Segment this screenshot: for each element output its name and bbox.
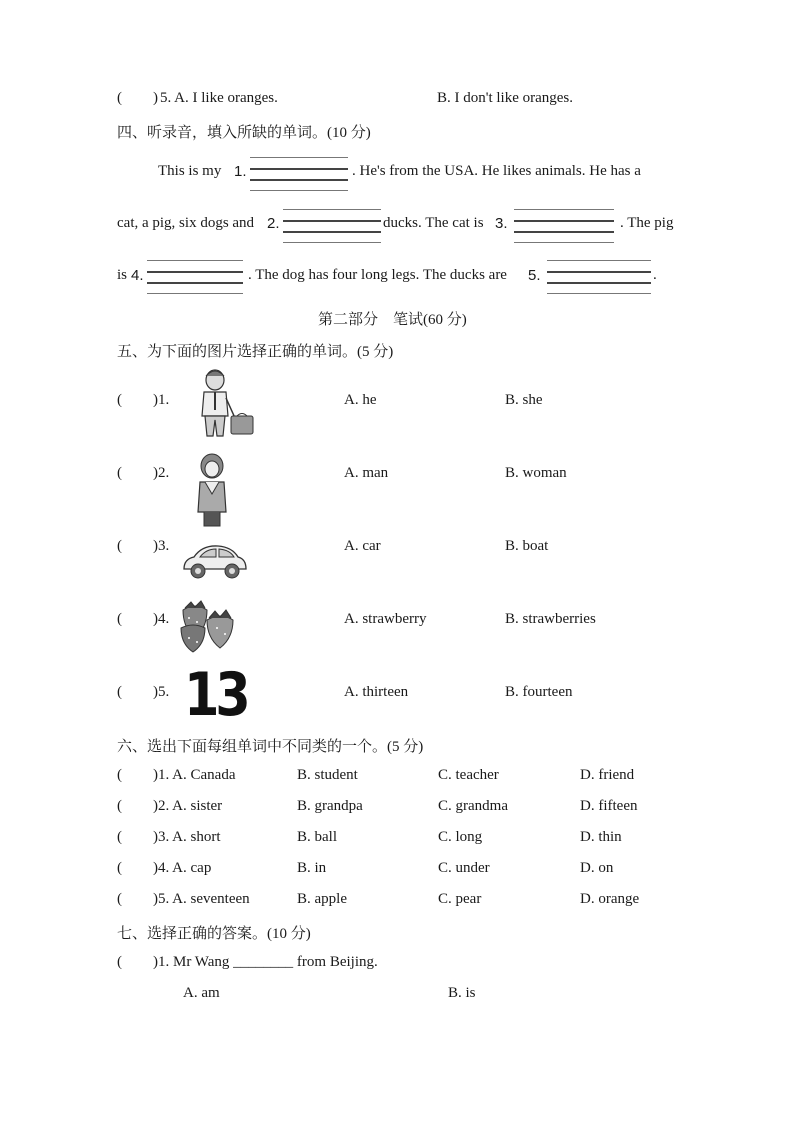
item-number: )5.	[153, 684, 170, 700]
option-d: D. orange	[580, 891, 640, 907]
passage-text: cat, a pig, six dogs and	[117, 215, 255, 231]
option-a: A. car	[344, 538, 381, 554]
option-b: B. she	[505, 392, 543, 408]
man-icon	[195, 368, 257, 442]
woman-icon	[192, 452, 232, 528]
option-a: A. man	[344, 465, 389, 481]
option-d: D. friend	[580, 767, 635, 783]
blank-number: 1.	[234, 163, 247, 180]
item-number: )4.	[153, 611, 170, 627]
section-5-title: 五、为下面的图片选择正确的单词。(5 分)	[117, 344, 394, 360]
answer-paren[interactable]: (	[117, 392, 122, 408]
car-icon	[180, 543, 248, 583]
number-13-icon: 13	[184, 660, 247, 730]
option-b: B. apple	[297, 891, 347, 907]
option-d: D. thin	[580, 829, 622, 845]
option-a: A. he	[344, 392, 377, 408]
option-b: B. ball	[297, 829, 337, 845]
passage-text: . The dog has four long legs. The ducks are	[248, 267, 507, 283]
option-b: B. fourteen	[505, 684, 573, 700]
q-close-paren: )	[153, 90, 158, 106]
passage-text: . The pig	[620, 215, 674, 231]
passage-text: .	[653, 267, 657, 283]
item-number: )1.	[153, 392, 170, 408]
section-4-title: 四、听录音，填入所缺的单词。(10 分)	[117, 125, 371, 141]
answer-paren[interactable]: (	[117, 538, 122, 554]
question-text: )1. Mr Wang ________ from Beijing.	[153, 954, 378, 970]
blank-number: 5.	[528, 267, 541, 284]
section-7-title: 七、选择正确的答案。(10 分)	[117, 926, 311, 942]
item-number: )3.	[153, 538, 170, 554]
answer-paren[interactable]: (	[117, 891, 122, 907]
option-d: D. on	[580, 860, 614, 876]
passage-text: ducks. The cat is	[383, 215, 484, 231]
option-b: B. boat	[505, 538, 549, 554]
strawberries-icon	[177, 598, 237, 654]
option-b: B. in	[297, 860, 327, 876]
answer-paren[interactable]: (	[117, 798, 122, 814]
option-a: A. thirteen	[344, 684, 409, 700]
option-a: A. strawberry	[344, 611, 427, 627]
passage-text: This is my	[158, 163, 222, 179]
option-a: )5. A. seventeen	[153, 891, 250, 907]
option-a: )1. A. Canada	[153, 767, 236, 783]
passage-text: is	[117, 267, 128, 283]
blank-number: 4.	[131, 267, 144, 284]
blank-number: 3.	[495, 215, 508, 232]
answer-paren[interactable]: (	[117, 767, 122, 783]
option-b: B. woman	[505, 465, 567, 481]
answer-paren[interactable]: (	[117, 90, 122, 106]
section-6-title: 六、选出下面每组单词中不同类的一个。(5 分)	[117, 739, 424, 755]
option-b: B. student	[297, 767, 358, 783]
option-c: C. teacher	[438, 767, 499, 783]
option-a: )3. A. short	[153, 829, 221, 845]
option-c: C. long	[438, 829, 483, 845]
question-option-a: 5. A. I like oranges.	[160, 90, 278, 106]
item-number: )2.	[153, 465, 170, 481]
option-c: C. under	[438, 860, 490, 876]
option-c: C. pear	[438, 891, 482, 907]
option-c: C. grandma	[438, 798, 508, 814]
answer-paren[interactable]: (	[117, 684, 122, 700]
option-a: )2. A. sister	[153, 798, 223, 814]
question-option-b: B. I don't like oranges.	[437, 90, 574, 106]
passage-text: . He's from the USA. He likes animals. He has a	[352, 163, 641, 179]
option-b: B. strawberries	[505, 611, 596, 627]
option-a: A. am	[183, 985, 220, 1001]
blank-number: 2.	[267, 215, 280, 232]
answer-paren[interactable]: (	[117, 829, 122, 845]
option-b: B. is	[448, 985, 476, 1001]
answer-paren[interactable]: (	[117, 465, 122, 481]
answer-paren[interactable]: (	[117, 611, 122, 627]
option-b: B. grandpa	[297, 798, 363, 814]
part-2-title: 第二部分 笔试(60 分)	[318, 312, 467, 328]
answer-paren[interactable]: (	[117, 860, 122, 876]
option-a: )4. A. cap	[153, 860, 212, 876]
answer-paren[interactable]: (	[117, 954, 122, 970]
option-d: D. fifteen	[580, 798, 638, 814]
